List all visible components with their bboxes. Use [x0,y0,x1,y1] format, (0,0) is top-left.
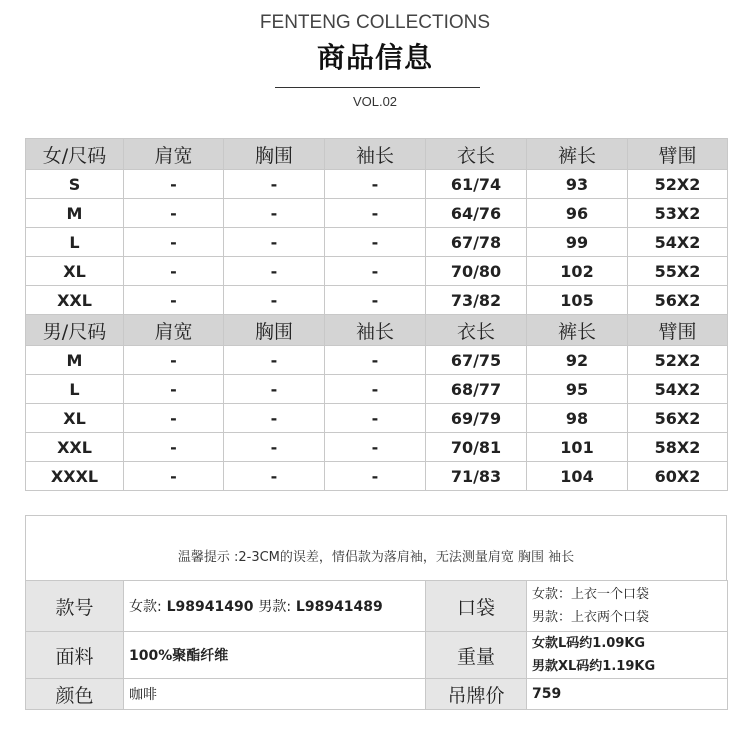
women-cell-chest: - [224,257,325,286]
men-cell-sleeve: - [325,346,426,375]
men-cell-length: 67/75 [426,346,527,375]
page-title: 商品信息 [316,41,433,74]
women-table-row [26,199,728,228]
men-cell-arm: 58X2 [628,433,728,462]
style-no-value [124,581,426,632]
women-cell-sleeve: - [325,228,426,257]
men-cell-length: 69/79 [426,404,527,433]
men-header-arm: 臂围 [628,315,728,346]
style-no-label: 款号 [26,581,124,632]
info-row-fabric-weight [26,632,728,679]
men-cell-chest: - [224,375,325,404]
weight-men: 男款XL码约1.19KG [532,659,656,674]
men-cell-sleeve: - [325,462,426,491]
women-cell-size: XL [26,257,124,286]
women-cell-arm: 56X2 [628,286,728,315]
men-cell-size: L [26,375,124,404]
men-cell-shoulder: - [124,375,224,404]
men-cell-length: 68/77 [426,375,527,404]
women-table-row [26,286,728,315]
men-table-row [26,462,728,491]
women-cell-shoulder: - [124,199,224,228]
women-cell-size: XXL [26,286,124,315]
women-header-pants-length: 裤长 [527,139,628,170]
men-cell-arm: 56X2 [628,404,728,433]
men-cell-pants-length: 101 [527,433,628,462]
women-cell-sleeve: - [325,199,426,228]
women-cell-arm: 52X2 [628,170,728,199]
men-table-row [26,375,728,404]
size-table [25,138,728,491]
style-no-men-label: 男款: [258,599,292,615]
women-header-row [26,139,728,170]
men-header-row [26,315,728,346]
price-value: 759 [527,679,728,710]
price-label: 吊牌价 [426,679,527,710]
men-cell-shoulder: - [124,346,224,375]
men-cell-pants-length: 92 [527,346,628,375]
men-cell-size: XL [26,404,124,433]
women-cell-size: S [26,170,124,199]
women-cell-shoulder: - [124,228,224,257]
weight-women: 女款L码约1.09KG [532,636,646,651]
women-cell-sleeve: - [325,170,426,199]
weight-value [527,632,728,679]
info-row-style-pocket [26,581,728,632]
style-no-men: L98941489 [295,599,383,615]
men-cell-shoulder: - [124,462,224,491]
women-cell-pants-length: 105 [527,286,628,315]
color-label: 颜色 [26,679,124,710]
women-cell-length: 67/78 [426,228,527,257]
fabric-value: 100%聚酯纤维 [124,632,426,679]
women-cell-pants-length: 96 [527,199,628,228]
size-table-body [26,139,728,491]
men-cell-size: M [26,346,124,375]
women-cell-chest: - [224,199,325,228]
women-cell-length: 64/76 [426,199,527,228]
women-cell-arm: 54X2 [628,228,728,257]
women-table-row [26,228,728,257]
men-cell-chest: - [224,404,325,433]
women-cell-shoulder: - [124,257,224,286]
men-cell-sleeve: - [325,433,426,462]
women-cell-arm: 55X2 [628,257,728,286]
volume-label: VOL.02 [352,94,398,109]
men-cell-arm: 60X2 [628,462,728,491]
men-header-shoulder: 肩宽 [124,315,224,346]
women-cell-pants-length: 99 [527,228,628,257]
men-cell-chest: - [224,462,325,491]
women-cell-length: 61/74 [426,170,527,199]
women-cell-chest: - [224,228,325,257]
women-cell-shoulder: - [124,286,224,315]
size-note-text: 温馨提示 :2-3CM的误差，情侣款为落肩袖，无法测量肩宽 胸围 袖长 [177,550,575,565]
men-table-row [26,346,728,375]
weight-label: 重量 [426,632,527,679]
women-header-arm: 臂围 [628,139,728,170]
men-cell-shoulder: - [124,433,224,462]
women-cell-sleeve: - [325,286,426,315]
women-cell-size: M [26,199,124,228]
women-cell-chest: - [224,286,325,315]
men-cell-pants-length: 104 [527,462,628,491]
men-cell-arm: 52X2 [628,346,728,375]
color-value: 咖啡 [124,679,426,710]
fabric-label: 面料 [26,632,124,679]
men-cell-pants-length: 95 [527,375,628,404]
men-cell-sleeve: - [325,404,426,433]
women-cell-length: 73/82 [426,286,527,315]
men-header-pants-length: 裤长 [527,315,628,346]
style-no-women-label: 女款: [129,599,162,615]
men-header-size: 男/尺码 [26,315,124,346]
men-table-row [26,404,728,433]
pocket-value [527,581,728,632]
men-cell-length: 71/83 [426,462,527,491]
pocket-men: 男款：上衣两个口袋 [532,610,650,625]
men-cell-chest: - [224,346,325,375]
women-header-size: 女/尺码 [26,139,124,170]
men-header-sleeve: 袖长 [325,315,426,346]
men-cell-length: 70/81 [426,433,527,462]
women-header-length: 衣长 [426,139,527,170]
pocket-women: 女款：上衣一个口袋 [532,587,650,602]
brand-name: FENTENG COLLECTIONS [259,12,491,33]
size-note [25,515,727,581]
women-cell-chest: - [224,170,325,199]
men-table-row [26,433,728,462]
men-header-length: 衣长 [426,315,527,346]
women-cell-arm: 53X2 [628,199,728,228]
women-header-sleeve: 袖长 [325,139,426,170]
women-cell-pants-length: 102 [527,257,628,286]
women-cell-size: L [26,228,124,257]
style-no-women: L98941490 [166,599,254,615]
men-cell-size: XXL [26,433,124,462]
men-cell-shoulder: - [124,404,224,433]
men-cell-size: XXXL [26,462,124,491]
women-header-chest: 胸围 [224,139,325,170]
women-table-row [26,170,728,199]
women-header-shoulder: 肩宽 [124,139,224,170]
women-cell-pants-length: 93 [527,170,628,199]
men-cell-arm: 54X2 [628,375,728,404]
men-cell-pants-length: 98 [527,404,628,433]
men-cell-sleeve: - [325,375,426,404]
women-cell-sleeve: - [325,257,426,286]
men-header-chest: 胸围 [224,315,325,346]
women-cell-shoulder: - [124,170,224,199]
product-info-table [25,580,728,710]
page-header [0,0,750,138]
women-table-row [26,257,728,286]
men-cell-chest: - [224,433,325,462]
pocket-label: 口袋 [426,581,527,632]
info-row-color-price [26,679,728,710]
women-cell-length: 70/80 [426,257,527,286]
title-divider [275,87,480,88]
